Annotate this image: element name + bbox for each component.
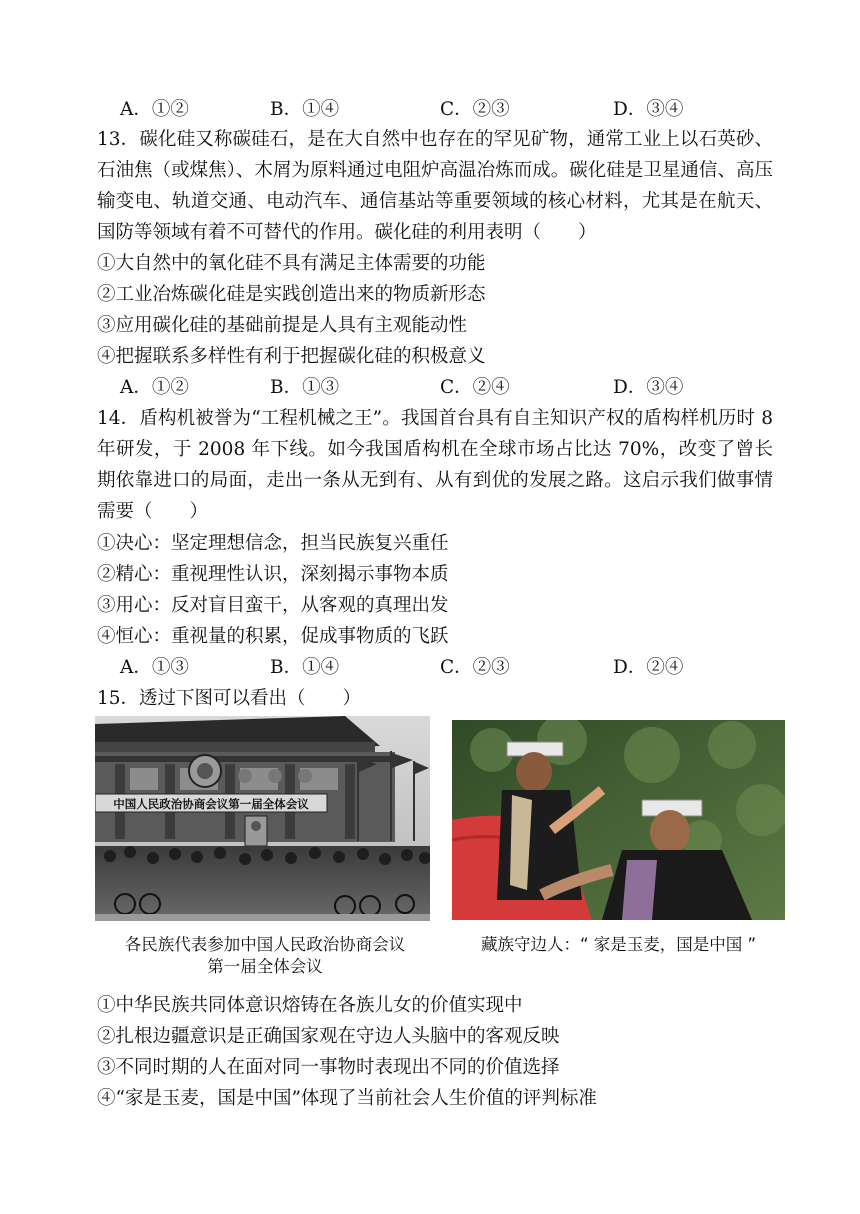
q15-statement-4: ④“家是玉麦，国是中国”体现了当前社会人生价值的评判标准 [97,1088,597,1109]
q13-option-c[interactable]: C．②④ [440,377,510,398]
banner-text: 中国人民政治协商会议第一届全体会议 [113,797,309,811]
q14-statement-1: ①决心：坚定理想信念，担当民族复兴重任 [97,533,449,554]
q13-option-d[interactable]: D．③④ [613,377,684,398]
q14-stem: 14．盾构机被誉为“工程机械之王”。我国首台具有自主知识产权的盾构样机历时 8 年研发，于 2008 年下线。如今我国盾构机在全球市场占比达 70%，改变了曾长期依靠进口的局面，走出一条从无到有、从有到优的发展之路。这启示我们做事情需要（ ） [97,408,773,522]
q12-option-b[interactable]: B．①④ [270,99,340,120]
q14-statement-3: ③用心：反对盲目蛮干，从客观的真理出发 [97,595,449,616]
q14-option-a[interactable]: A．①③ [120,657,189,678]
q15-statement-2: ②扎根边疆意识是正确国家观在守边人头脑中的客观反映 [97,1026,560,1047]
q13-statement-2: ②工业冶炼碳化硅是实践创造出来的物质新形态 [97,284,486,305]
cppcc-conference-photo [95,716,430,921]
q13-stem: 13．碳化硅又称碳硅石，是在大自然中也存在的罕见矿物，通常工业上以石英砂、石油焦（或煤焦）、木屑为原料通过电阻炉高温冶炼而成。碳化硅是卫星通信、高压输变电、轨道交通、电动汽车、通信基站等重要领域的核心材料，尤其是在航天、国防等领域有着不可替代的作用。碳化硅的利用表明（ ） [97,129,773,243]
q13-option-b[interactable]: B．①③ [270,377,340,398]
q14-option-c[interactable]: C．②③ [440,657,510,678]
q12-option-d[interactable]: D．③④ [613,99,684,120]
q14-option-d[interactable]: D．②④ [613,657,684,678]
q13-option-a[interactable]: A．①② [120,377,189,398]
q13-options [120,372,780,403]
q15-statement-3: ③不同时期的人在面对同一事物时表现出不同的价值选择 [97,1057,560,1078]
q13-statement-1: ①大自然中的氧化硅不具有满足主体需要的功能 [97,253,486,274]
q14-options [120,652,780,683]
q13-statement-4: ④把握联系多样性有利于把握碳化硅的积极意义 [97,346,486,367]
q14-statement-4: ④恒心：重视量的积累，促成事物质的飞跃 [97,626,449,647]
yumai-border-guard-photo [452,720,785,920]
q15-stem: 15．透过下图可以看出（ ） [97,688,362,709]
q14-option-b[interactable]: B．①④ [270,657,340,678]
q14-statement-2: ②精心：重视理性认识，深刻揭示事物本质 [97,564,449,585]
photo-left-caption-line2: 第一届全体会议 [207,957,323,976]
q12-option-a[interactable]: A．①② [120,99,189,120]
q13-statement-3: ③应用碳化硅的基础前提是人具有主观能动性 [97,315,468,336]
photo-left-caption [95,934,435,978]
q15-statement-1: ①中华民族共同体意识熔铸在各族儿女的价值实现中 [97,995,523,1016]
photo-right-caption: 藏族守边人：“ 家是玉麦，国是中国 ” [480,935,757,954]
q12-option-c[interactable]: C．②③ [440,99,510,120]
q12-options [120,94,780,125]
photo-left-caption-line1: 各民族代表参加中国人民政治协商会议 [124,935,406,954]
